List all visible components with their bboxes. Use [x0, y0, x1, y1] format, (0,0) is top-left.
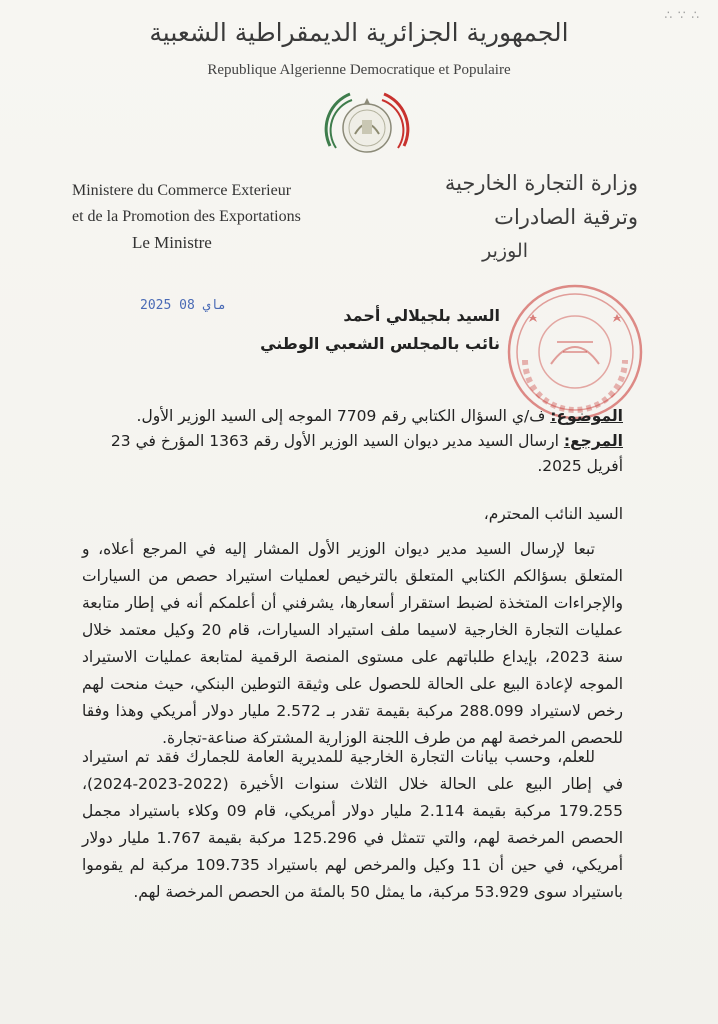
- ministry-name-fr-line2: et de la Promotion des Exportations: [72, 208, 301, 225]
- official-seal-stamp: [505, 282, 645, 422]
- minister-label-fr: Le Ministre: [132, 233, 212, 252]
- subject-line: [80, 404, 623, 429]
- reference-line: [80, 429, 623, 479]
- scan-corner-mark: ∴ ∵ ∴: [664, 8, 700, 22]
- republic-title-arabic: الجمهورية الجزائرية الديمقراطية الشعبية: [149, 18, 569, 47]
- reference-label: المرجع:: [563, 432, 623, 450]
- addressee-name: السيد بلجيلالي أحمد: [343, 306, 500, 325]
- ministry-name-ar-line1: وزارة التجارة الخارجية: [444, 171, 638, 195]
- minister-label-ar: الوزير: [482, 240, 528, 262]
- republic-title-french: Republique Algerienne Democratique et Populaire: [207, 62, 511, 78]
- addressee-block: [200, 302, 500, 358]
- subject-reference-block: [80, 404, 623, 479]
- addressee-title: نائب بالمجلس الشعبي الوطني: [260, 334, 500, 353]
- salutation: السيد النائب المحترم،: [483, 505, 623, 523]
- body-paragraph: للعلم، وحسب بيانات التجارة الخارجية للمديرية العامة للجمارك فقد تم استيراد في إطار البيع على الحالة خلال الثلاث سنوات الأخيرة (2022-2023-2024)، 179.255 مركبة بقيمة 2.114 مليار دولار أمريكي، قام 09 وكلاء باستيراد مجمل الحصص المرخصة لهم، والتي تتمثل في 125.296 مركبة بقيمة 1.767 مليار دولار أمريكي، في حين أن 11 وكيل والمرخص لهم باستيراد 109.735 مركبة لم يقوموا باستيراد سوى 53.929 مركبة، ما يمثل 50 بالمئة من الحصص المرخصة لهم.: [82, 748, 623, 901]
- subject-text: ف/ي السؤال الكتابي رقم 7709 الموجه إلى السيد الوزير الأول.: [136, 407, 546, 425]
- ministry-block-french: [72, 178, 301, 256]
- date-stamp: 2025 ماي 08: [140, 298, 227, 313]
- body-paragraph: تبعا لإرسال السيد مدير ديوان الوزير الأول المشار إليه في المرجع أعلاه، و المتعلق بسؤالكم الكتابي المتعلق بالترخيص لعمليات استيراد حصص من السيارات والإجراءات المتخذة لضبط استقرار أسعارها، يشرفني أن أعلمكم أنه في إطار متابعة عمليات التجارة الخارجية لاسيما ملف استيراد السيارات، قام 20 وكيل معتمد خلال سنة 2023، بإيداع طلباتهم على مستوى المنصة الرقمية لمتابعة عمليات الاستيراد الموجه لإعادة البيع على الحالة للحصول على وثيقة التوطين البنكي، حيث منحت لهم رخص لاستيراد 288.099 مركبة بقيمة تقدر بـ 2.572 مليار دولار أمريكي وهذا وفقا للحصص المرخصة لهم من طرف اللجنة الوزارية المشتركة صناعة-تجارة.: [82, 540, 624, 747]
- subject-label: الموضوع:: [550, 407, 623, 425]
- ministry-block-arabic: [445, 166, 638, 268]
- reference-text: ارسال السيد مدير ديوان السيد الوزير الأول رقم 1363 المؤرخ في 23 أفريل 2025.: [110, 432, 623, 475]
- ministry-name-fr-line1: Ministere du Commerce Exterieur: [72, 182, 292, 199]
- ministry-name-ar-line2: وترقية الصادرات: [494, 205, 638, 229]
- state-emblem-icon: [322, 84, 412, 174]
